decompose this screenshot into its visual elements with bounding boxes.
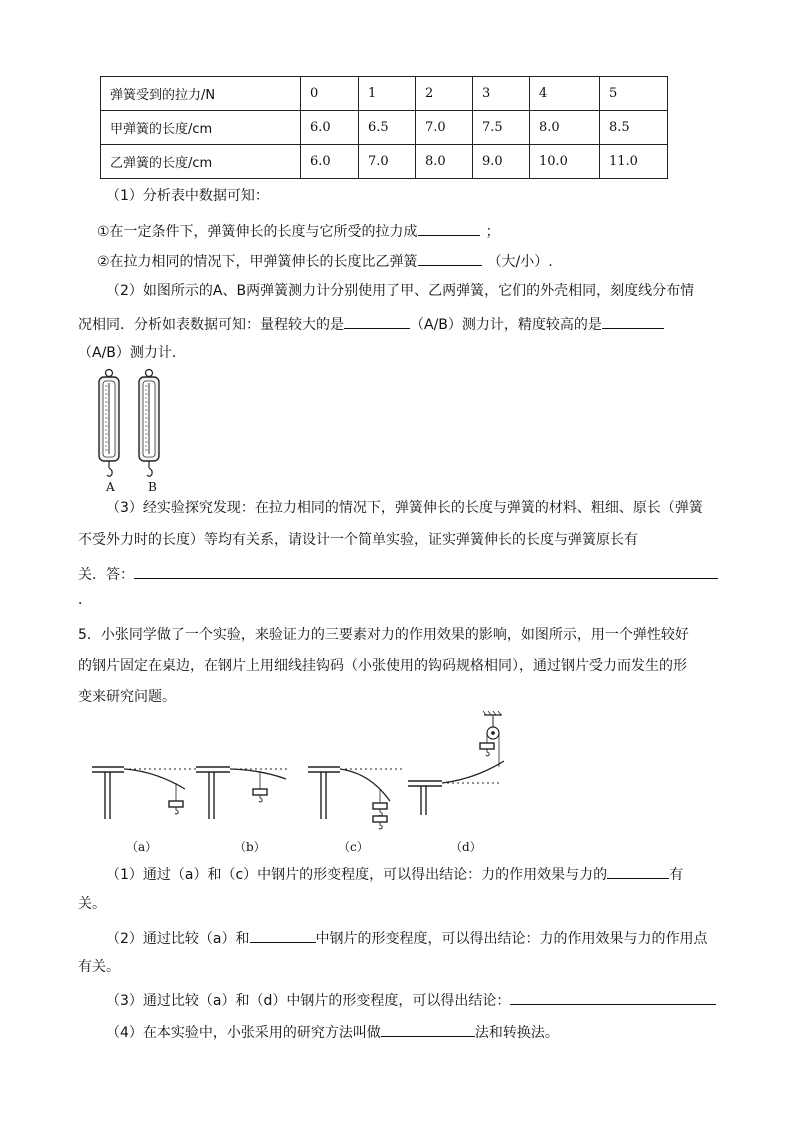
answer-blank[interactable] <box>510 988 716 1005</box>
table-cell: 1 <box>359 77 416 111</box>
answer-blank[interactable] <box>607 862 669 879</box>
table-cell: 6.0 <box>301 145 359 179</box>
table-cell: 2 <box>416 77 473 111</box>
answer-blank[interactable] <box>344 312 410 329</box>
q4-part2-line2 <box>78 312 664 335</box>
q4-part1-intro: （1）分析表中数据可知： <box>106 188 269 204</box>
q5-line1: 5．小张同学做了一个实验，来验证力的三要素对力的作用效果的影响，如图所示，用一个弹性较好 <box>78 627 689 643</box>
answer-blank[interactable] <box>418 249 482 266</box>
q5-sub4 <box>106 1020 559 1043</box>
q4-part3-line3 <box>78 562 718 585</box>
q5-sub2-line2: 有关。 <box>78 959 120 975</box>
q5-line3: 变来研究问题。 <box>78 689 176 705</box>
figure-label-a: A <box>106 480 115 494</box>
table-row <box>101 77 668 111</box>
q4-part2-line3: （A/B）测力计． <box>78 345 186 361</box>
table-cell: 7.5 <box>473 111 530 145</box>
table-cell: 7.0 <box>416 111 473 145</box>
table-cell: 6.0 <box>301 111 359 145</box>
spring-data-table <box>100 76 668 179</box>
answer-blank[interactable] <box>250 926 316 943</box>
q5-sub4-text: （4）在本实验中，小张采用的研究方法叫做 <box>106 1025 381 1041</box>
row-label: 乙弹簧的长度/cm <box>101 145 301 179</box>
figure-label-a: （a） <box>126 840 158 854</box>
table-cell: 11.0 <box>600 145 668 179</box>
q5-sub4-end: 法和转换法。 <box>474 1025 559 1041</box>
table-cell: 4 <box>530 77 600 111</box>
table-cell: 8.5 <box>600 111 668 145</box>
experiment-d-diagram <box>408 711 504 815</box>
q4-part1-b-end: （大/小）. <box>487 254 553 270</box>
table-row <box>101 145 668 179</box>
q4-part3-end: ． <box>78 592 92 608</box>
answer-blank[interactable] <box>134 562 718 579</box>
figure-label-b: （b） <box>234 840 266 854</box>
q4-part1-b <box>97 249 553 272</box>
table-cell: 9.0 <box>473 145 530 179</box>
experiment-c-diagram <box>308 767 402 829</box>
table-cell: 8.0 <box>530 111 600 145</box>
experiment-b-diagram <box>196 767 290 819</box>
experiment-a-diagram <box>92 767 198 819</box>
q4-part1-a-end: ； <box>485 224 500 240</box>
figure-label-b: B <box>148 480 157 494</box>
table-cell: 5 <box>600 77 668 111</box>
table-row <box>101 111 668 145</box>
answer-blank[interactable] <box>381 1020 475 1037</box>
table-cell: 8.0 <box>416 145 473 179</box>
q5-line2: 的钢片固定在桌边，在钢片上用细线挂钩码（小张使用的钩码规格相同），通过钢片受力而发生的形 <box>78 658 687 674</box>
q5-sub2-text-b: 中钢片的形变程度，可以得出结论：力的作用效果与力的作用点 <box>315 931 708 947</box>
row-label: 弹簧受到的拉力/N <box>101 77 301 111</box>
q5-sub2-text-a: （2）通过比较（a）和 <box>106 931 250 947</box>
q4-part2-text-a: 况相同．分析如表数据可知：量程较大的是 <box>78 317 344 333</box>
spring-scale-b <box>139 370 159 477</box>
spring-scale-a <box>99 370 119 477</box>
table-cell: 0 <box>301 77 359 111</box>
q4-part1-b-text: ②在拉力相同的情况下，甲弹簧伸长的长度比乙弹簧 <box>97 254 418 270</box>
q5-sub1 <box>106 862 683 885</box>
figure-label-c: （c） <box>338 840 369 854</box>
q5-sub1-end: 有 <box>669 867 684 883</box>
q5-sub1-line2: 关。 <box>78 896 106 912</box>
q5-sub3-text: （3）通过比较（a）和（d）中钢片的形变程度，可以得出结论： <box>106 993 511 1009</box>
q4-part2-text-b: （A/B）测力计，精度较高的是 <box>410 317 602 333</box>
table-cell: 3 <box>473 77 530 111</box>
q4-part3-line2: 不受外力时的长度）等均有关系，请设计一个简单实验，证实弹簧伸长的长度与弹簧原长有 <box>78 532 638 548</box>
answer-blank[interactable] <box>602 312 664 329</box>
spring-scale-figure <box>94 368 166 494</box>
q4-part2-line1: （2）如图所示的A、B两弹簧测力计分别使用了甲、乙两弹簧，它们的外壳相同，刻度线分布情 <box>106 283 695 299</box>
table-cell: 6.5 <box>359 111 416 145</box>
q4-part3-line1: （3）经实验探究发现：在拉力相同的情况下，弹簧伸长的长度与弹簧的材料、粗细、原长（弹簧 <box>106 500 703 516</box>
q5-sub1-text: （1）通过（a）和（c）中钢片的形变程度，可以得出结论：力的作用效果与力的 <box>106 867 608 883</box>
steel-strip-figure <box>90 705 510 835</box>
answer-blank[interactable] <box>418 219 480 236</box>
q5-sub2 <box>106 926 708 949</box>
q4-part1-a-text: ①在一定条件下，弹簧伸长的长度与它所受的拉力成 <box>97 224 418 240</box>
row-label: 甲弹簧的长度/cm <box>101 111 301 145</box>
q4-part3-answer-label: 关．答： <box>78 567 134 583</box>
q5-sub3 <box>106 988 716 1011</box>
q4-part1-a <box>97 219 500 242</box>
figure-label-d: （d） <box>450 840 482 854</box>
table-cell: 7.0 <box>359 145 416 179</box>
table-cell: 10.0 <box>530 145 600 179</box>
